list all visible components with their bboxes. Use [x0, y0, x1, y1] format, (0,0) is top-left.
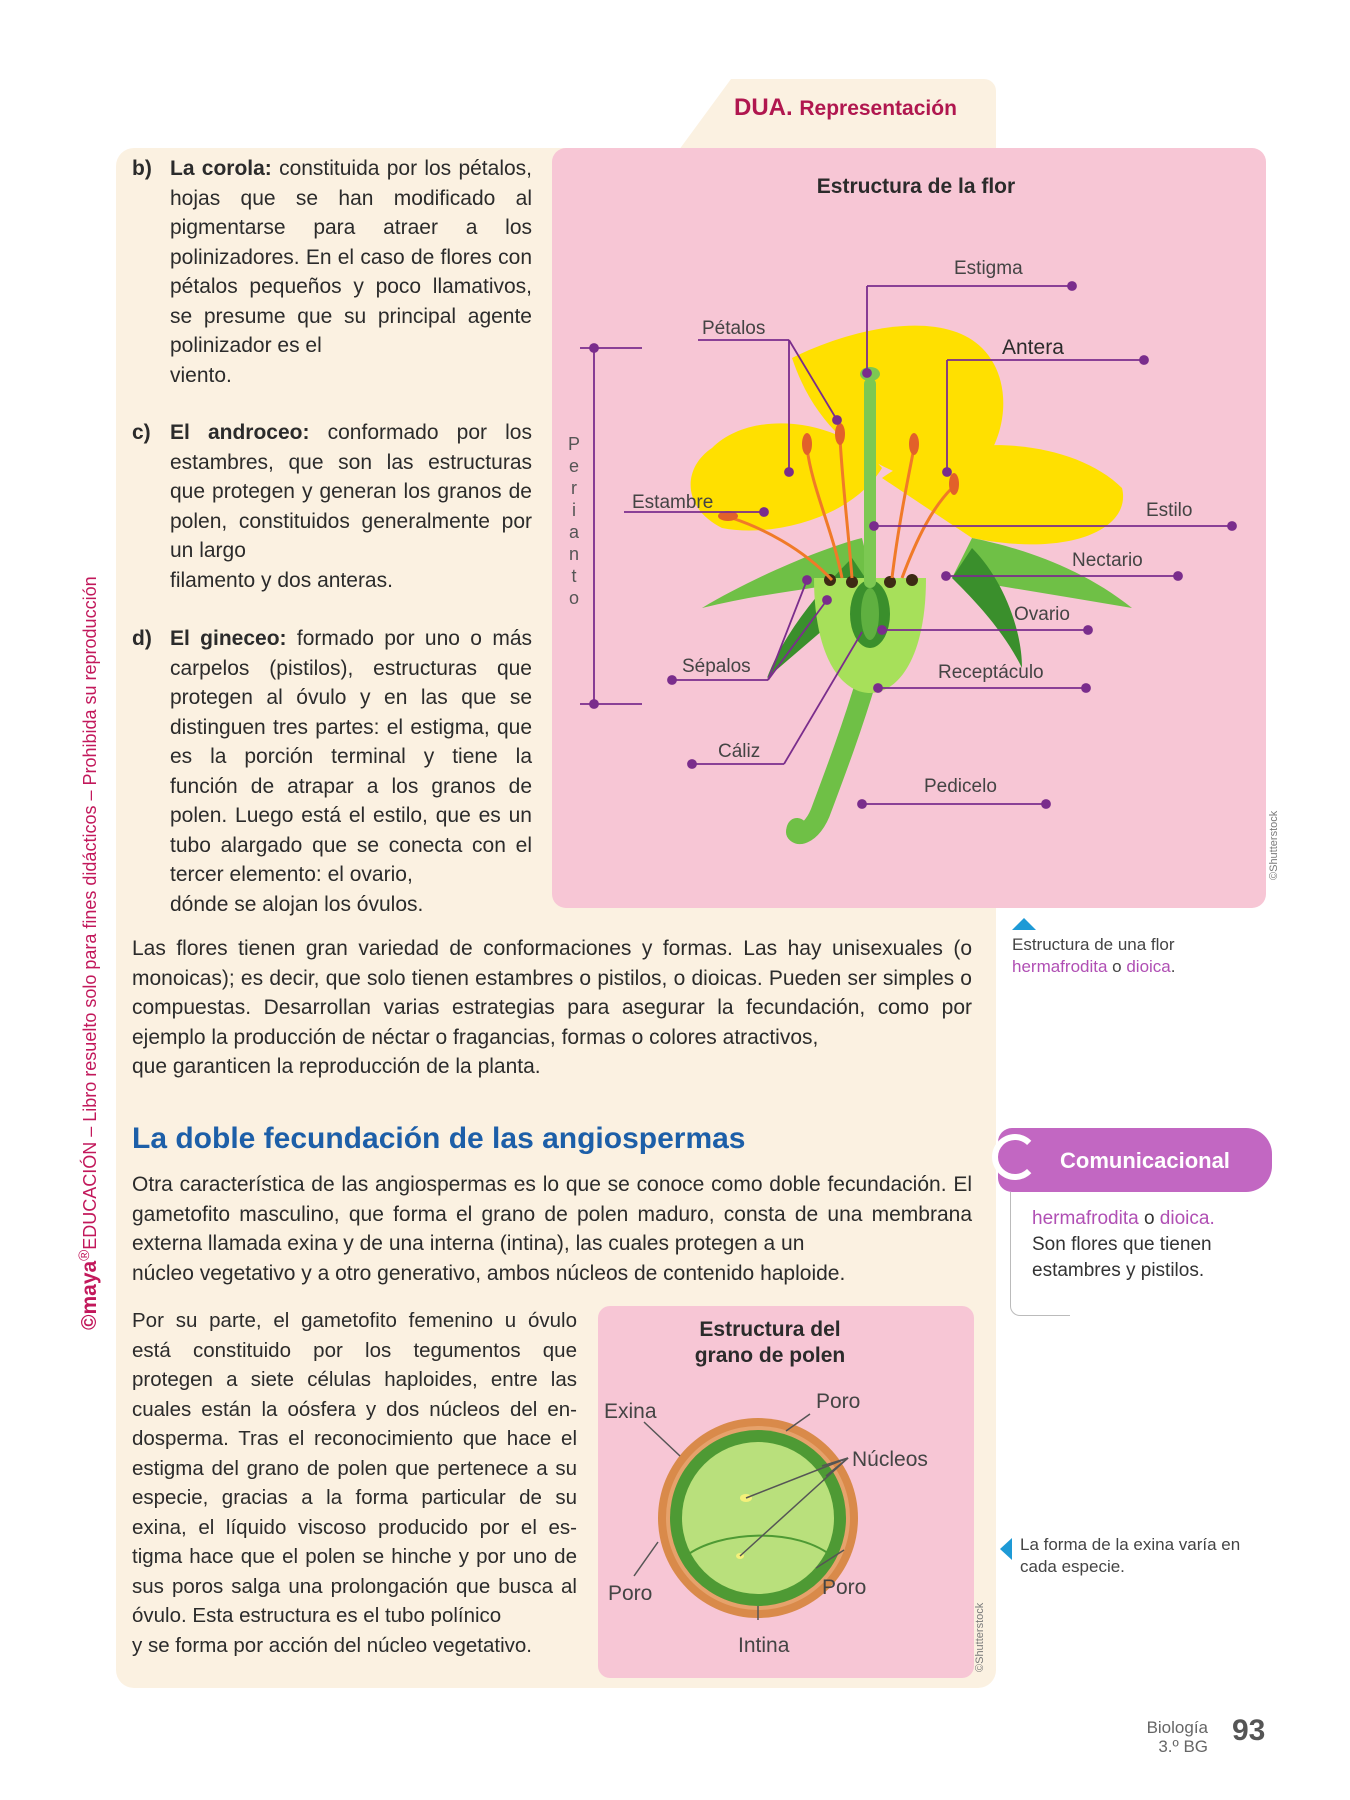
svg-text:n: n: [568, 544, 580, 564]
paragraph-doble-fecundacion: Otra característica de las angiospermas es lo que se conoce como doble fecundación. El gametofito masculino, que forma el grano de polen maduro, consta de una membrana externa llamada exina y de una interna (intina), las cuales protegen a un núcleo vegetativo y a otro generativo, ambos núcleos de contenido haploide.: [132, 1173, 972, 1285]
paragraph-gametofito-femenino: Por su parte, el gametofito femenino u óvulo está constituido por los tegumentos que protegen a siete células haploides, entre las cuales están la oósfera y dos núcleos del endosperma. Tras el reconocimiento que hace el estigma del grano de polen que pertenece a su especie, gracias a la forma particular de su exina, el líquido viscoso producido por el estigma hace que el polen se hinche y por uno de sus poros salga una prolongación que busca al óvulo. Esta estructura es el tubo polínico y se forma por acción del núcleo vegetativo.: [132, 1309, 577, 1657]
caption-exina: La forma de la exina varía en cada especie.: [1020, 1535, 1241, 1576]
caption-pointer-left-icon: [1000, 1538, 1012, 1560]
page-number: 93: [1232, 1714, 1266, 1747]
footer-subject: Biología 3.º BG: [1146, 1718, 1208, 1756]
flower-illustration: [552, 148, 1266, 908]
label-petalos: Pétalos: [702, 318, 766, 339]
section-heading: La doble fecundación de las angiospermas: [132, 1122, 746, 1155]
paragraph-flores: Las flores tienen gran variedad de conformaciones y formas. Las hay unisexuales (o monoicas); es decir, que solo tienen estambres o pistilos, o dioicas. Pueden ser simples o compuestas. Desarrollan varias estrategias para asegurar la fecundación, como por ejemplo la producción de néctar o fragancias, formas o colores atractivos, que garanticen la reproducción de la planta.: [132, 937, 972, 1078]
label-antera: Antera: [1002, 336, 1064, 359]
svg-text:t: t: [571, 566, 577, 586]
pollen-credit: ©Shutterstock: [974, 1602, 986, 1672]
svg-text:P: P: [567, 434, 581, 454]
comunicacional-icon: [992, 1134, 1038, 1180]
flower-credit: ©Shutterstock: [1268, 810, 1280, 880]
cytoplasm: [682, 1442, 834, 1594]
dua-label: DUA. Representación: [734, 94, 957, 121]
label-nectario: Nectario: [1072, 550, 1143, 571]
pedicel-stem: [796, 678, 867, 834]
label-estigma: Estigma: [954, 258, 1023, 279]
pollen-title-2: grano de polen: [694, 1344, 846, 1367]
perianto-label: [568, 434, 580, 608]
label-poro-left: Poro: [608, 1582, 653, 1605]
style: [864, 378, 876, 588]
pollen-illustration: [598, 1306, 974, 1678]
label-estilo: Estilo: [1146, 500, 1193, 521]
label-ovario: Ovario: [1014, 604, 1070, 625]
flower-title: Estructura de la flor: [816, 175, 1016, 198]
label-nucleos: Núcleos: [852, 1448, 928, 1471]
label-poro-right: Poro: [822, 1576, 867, 1599]
svg-text:r: r: [571, 478, 577, 498]
petal-right: [882, 445, 1123, 544]
svg-text:a: a: [568, 522, 580, 542]
comunicacional-title: Comunicacional: [1060, 1148, 1230, 1173]
item-corola: b) La corola: constituida por los pétalos, hojas que se han modificado al pigmentarse para atraer a los polinizadores. En el caso de flores con pétalos pequeños y poco llamativos, se presume que su principal agente polinizador es el viento.: [132, 157, 533, 387]
svg-text:i: i: [572, 500, 576, 520]
label-receptaculo: Receptáculo: [938, 662, 1044, 683]
caption-flor: Estructura de una flor hermafrodita o dioica.: [1012, 935, 1176, 976]
caption-pointer-icon: [1012, 918, 1036, 930]
label-intina: Intina: [738, 1634, 790, 1657]
pollen-diagram: [598, 1306, 974, 1678]
label-exina: Exina: [604, 1400, 657, 1423]
flower-diagram: [552, 148, 1266, 908]
label-poro-top: Poro: [816, 1390, 861, 1413]
label-caliz: Cáliz: [718, 741, 761, 762]
label-sepalos: Sépalos: [682, 656, 751, 677]
item-androceo: c) El androceo: conformado por los estambres, que son las estructuras que protegen y generan los granos de polen, constituidos generalmente por un largo filamento y dos anteras.: [132, 421, 532, 592]
label-pedicelo: Pedicelo: [924, 776, 997, 797]
item-gineceo: d) El gineceo: formado por uno o más carpelos (pistilos), estructuras que protegen al óvulo y en las que se distinguen tres partes: el estigma, que es la porción terminal y tiene la función de atrapar a los granos de polen. Luego está el estilo, que es un tubo alargado que se conecta con el tercer elemento: el ovario, dónde se alojan los óvulos.: [132, 627, 532, 916]
svg-text:e: e: [568, 456, 580, 476]
label-estambre: Estambre: [632, 492, 714, 513]
pollen-title-1: Estructura del: [699, 1318, 841, 1341]
copyright-side-text: ©maya®EDUCACIÓN – Libro resuelto solo para fines didácticos – Prohibida su reproducción: [76, 576, 101, 1330]
comunicacional-definition: hermafrodita o dioica. Son flores que tienen estambres y pistilos.: [1032, 1208, 1215, 1281]
svg-text:o: o: [568, 588, 580, 608]
